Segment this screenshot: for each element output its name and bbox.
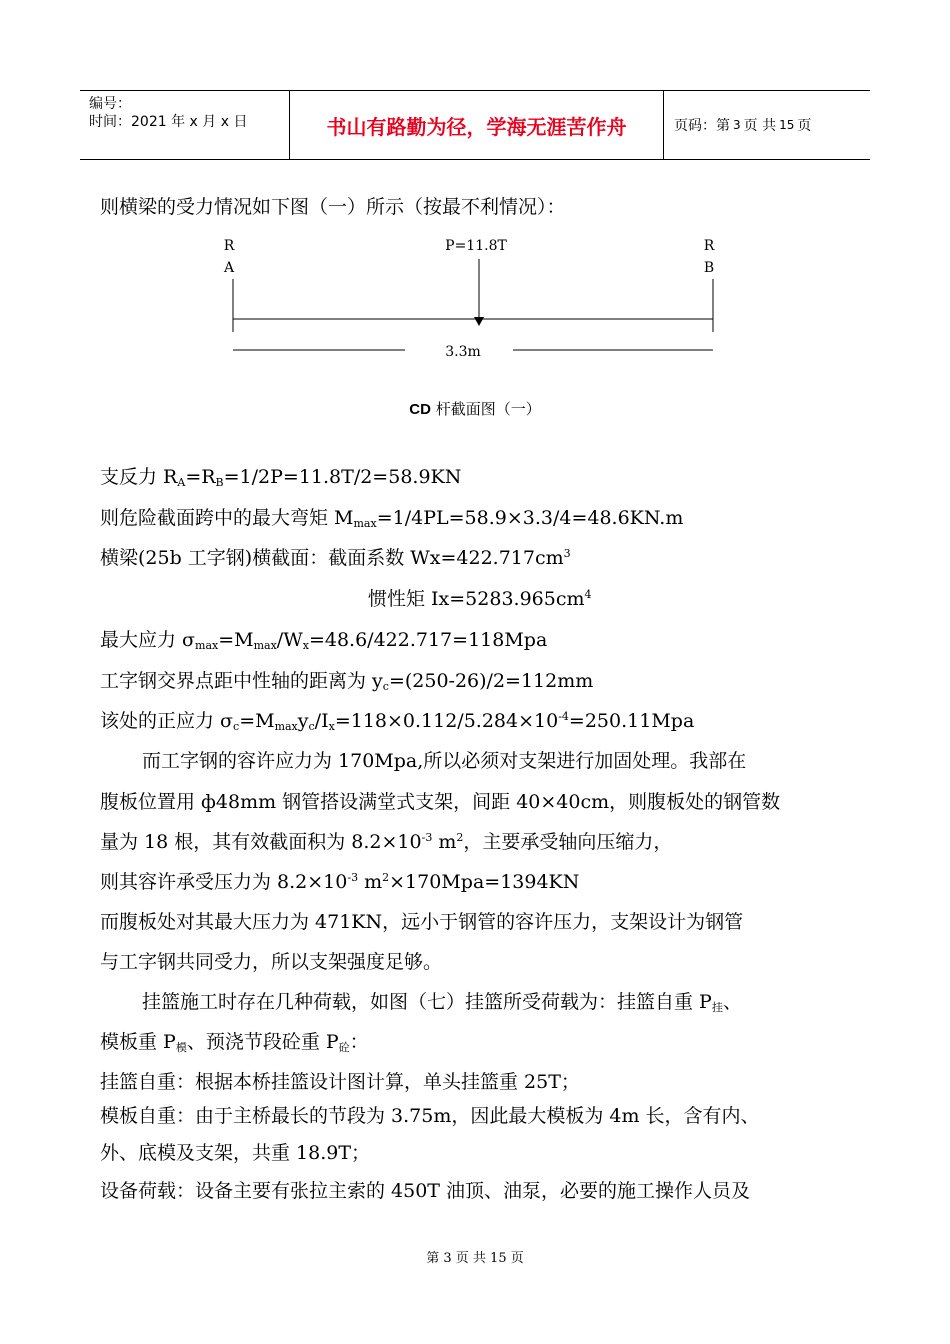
line-reaction: 支反力 $R_A=R_B=1/2P=11.8T/2=58.9KN$: [100, 466, 462, 489]
para-1-line-2: 腹板位置用 ф48mm 钢管搭设满堂式支架，间距 40×40cm，则腹板处的钢管数: [100, 791, 781, 813]
rb-label-2: B: [703, 260, 715, 276]
page-current: 3: [733, 118, 741, 132]
para-1-line-3: 量为 18 根，其有效截面积为 $8.2\times 10^{-3}$ $m^2$，主要承受轴向压缩力，: [100, 831, 673, 853]
span-label: 3.3m: [445, 344, 481, 360]
line-max-stress: 最大应力 $\sigma_{max}=M_{max}/W_x=48.6/422.717=118Mpa$: [100, 629, 548, 652]
header-page-info: 页码：第 3 页 共 15 页: [674, 118, 812, 134]
ra-label-1: R: [223, 238, 235, 254]
figure-caption: CD 杆截面图（一）: [409, 400, 541, 418]
time-label: 时间：2021 年 x 月 x 日: [89, 114, 248, 130]
para-2-line-2: 与工字钢共同受力，所以支架强度足够。: [100, 951, 443, 973]
line-section-modulus: 横梁(25b 工字钢)横截面：截面系数 $Wx=422.717cm^3$: [100, 547, 571, 569]
page-header: [80, 90, 870, 160]
line-normal-stress: 该处的正应力 $\sigma_c=M_{max}y_c/I_x=118\times 0.112/5.284\times 10^{-4}=250.11Mpa$: [100, 710, 695, 733]
load-arrow-head: [474, 317, 484, 326]
para-5-line-2: 外、底模及支架，共重 18.9T；: [100, 1142, 371, 1164]
header-meta: [80, 91, 290, 159]
page-total: 15: [779, 118, 795, 132]
ra-label-2: A: [223, 260, 235, 276]
beam-diagram: [0, 230, 950, 380]
rb-label-1: R: [703, 238, 715, 254]
para-6: 设备荷载：设备主要有张拉主索的 450T 油顶、油泵，必要的施工操作人员及: [100, 1180, 751, 1202]
para-1-line-4: 则其容许承受压力为 $8.2\times 10^{-3}$ $m^2\times 170Mpa=1394KN$: [100, 871, 580, 893]
para-3-line-2: 模板重 $P_模$、预浇节段砼重 $P_砼$：: [100, 1031, 369, 1054]
para-1-line-1: 而工字钢的容许应力为 170Mpa,所以必须对支架进行加固处理。我部在: [142, 750, 747, 772]
header-motto: 书山有路勤为径，学海无涯苦作舟: [290, 91, 664, 159]
page-footer: 第 3 页 共 15 页: [426, 1251, 524, 1266]
load-label: P=11.8T: [445, 238, 507, 254]
para-4: 挂篮自重：根据本桥挂篮设计图计算，单头挂篮重 25T；: [100, 1071, 580, 1093]
para-5-line-1: 模板自重：由于主桥最长的节段为 3.75m，因此最大模板为 4m 长，含有内、: [100, 1105, 760, 1127]
intro-text: 则横梁的受力情况如下图（一）所示（按最不利情况）：: [100, 196, 566, 218]
line-moment: 则危险截面跨中的最大弯矩 $M_{max}=1/4PL=58.9\times 3.3/4=48.6KN.m$: [100, 507, 684, 530]
number-label: 编号：: [89, 96, 131, 112]
para-2-line-1: 而腹板处对其最大压力为 471KN，远小于钢管的容许压力，支架设计为钢管: [100, 911, 744, 933]
line-distance: 工字钢交界点距中性轴的距离为 $y_c=(250-26)/2=112mm$: [100, 670, 594, 693]
line-inertia: 惯性矩 $Ix=5283.965cm^4$: [368, 588, 592, 610]
para-3-line-1: 挂篮施工时存在几种荷载，如图（七）挂篮所受荷载为：挂篮自重 $P_挂$、: [142, 991, 742, 1014]
